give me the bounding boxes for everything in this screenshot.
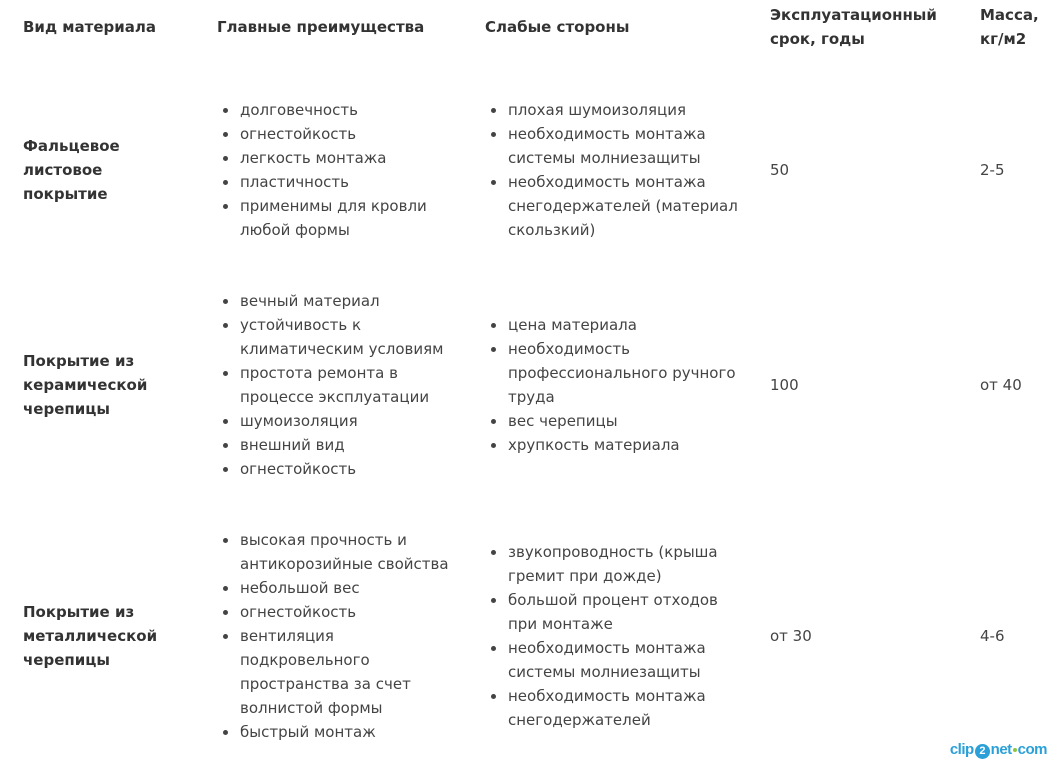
watermark-part: com bbox=[1017, 741, 1047, 758]
header-lifetime-line1: Эксплуатационный bbox=[770, 6, 937, 24]
list-item: вечный материал bbox=[217, 289, 457, 313]
header-mass bbox=[980, 3, 1039, 51]
row-2-mass: от 40 bbox=[980, 376, 1022, 394]
header-advantages: Главные преимущества bbox=[217, 18, 425, 36]
list-item: необходимость монтажа системы молниезащиты bbox=[485, 636, 723, 684]
watermark-part: net bbox=[990, 741, 1012, 758]
list-item: пластичность bbox=[217, 170, 457, 194]
list-item: огнестойкость bbox=[217, 457, 457, 481]
list-item: долговечность bbox=[217, 98, 457, 122]
header-mass-line2: кг/м2 bbox=[980, 30, 1027, 48]
header-material-type: Вид материала bbox=[23, 18, 157, 36]
row-title-line: Покрытие из bbox=[23, 603, 135, 621]
row-3-mass: 4-6 bbox=[980, 627, 1005, 645]
header-lifetime-line2: срок, годы bbox=[770, 30, 865, 48]
list-item: применимы для кровли любой формы bbox=[217, 194, 440, 242]
list-item: шумоизоляция bbox=[217, 409, 457, 433]
row-3-advantages-list bbox=[217, 528, 457, 744]
row-1-material-name bbox=[23, 134, 193, 206]
watermark-badge: 2 bbox=[975, 744, 990, 759]
list-item: цена материала bbox=[485, 313, 740, 337]
row-2-material-name bbox=[23, 349, 193, 421]
row-1-mass: 2-5 bbox=[980, 161, 1005, 179]
watermark-part: clip bbox=[949, 741, 974, 758]
header-mass-line1: Масса, bbox=[980, 6, 1039, 24]
list-item: огнестойкость bbox=[217, 600, 457, 624]
list-item: простота ремонта в процессе эксплуатации bbox=[217, 361, 440, 409]
list-item: звукопроводность (крыша гремит при дожде) bbox=[485, 540, 728, 588]
list-item: быстрый монтаж bbox=[217, 720, 457, 744]
row-1-lifetime: 50 bbox=[770, 161, 790, 179]
row-2-lifetime: 100 bbox=[770, 376, 799, 394]
row-title-line: керамической bbox=[23, 376, 148, 394]
row-title-line: листовое bbox=[23, 161, 103, 179]
row-3-material-name bbox=[23, 600, 193, 672]
row-title-line: черепицы bbox=[23, 400, 110, 418]
list-item: внешний вид bbox=[217, 433, 457, 457]
list-item: хрупкость материала bbox=[485, 433, 740, 457]
watermark-dot-icon bbox=[1013, 748, 1017, 752]
list-item: небольшой вес bbox=[217, 576, 457, 600]
list-item: необходимость монтажа снегодержателей (материал скользкий) bbox=[485, 170, 738, 242]
list-item: устойчивость к климатическим условиям bbox=[217, 313, 460, 361]
row-title-line: металлической bbox=[23, 627, 158, 645]
row-title-line: Фальцевое bbox=[23, 137, 120, 155]
row-2-weaknesses-list bbox=[485, 313, 740, 457]
row-1-weaknesses-list bbox=[485, 98, 740, 242]
header-weaknesses: Слабые стороны bbox=[485, 18, 630, 36]
list-item: необходимость монтажа системы молниезащиты bbox=[485, 122, 723, 170]
row-3-lifetime: от 30 bbox=[770, 627, 812, 645]
list-item: огнестойкость bbox=[217, 122, 457, 146]
row-title-line: покрытие bbox=[23, 185, 108, 203]
list-item: большой процент отходов при монтаже bbox=[485, 588, 733, 636]
row-3-weaknesses-list bbox=[485, 540, 740, 732]
list-item: необходимость профессионального ручного труда bbox=[485, 337, 758, 409]
list-item: вес черепицы bbox=[485, 409, 740, 433]
list-item: необходимость монтажа снегодержателей bbox=[485, 684, 723, 732]
list-item: высокая прочность и антикорозийные свойства bbox=[217, 528, 455, 576]
list-item: плохая шумоизоляция bbox=[485, 98, 740, 122]
row-2-advantages-list bbox=[217, 289, 457, 481]
list-item: легкость монтажа bbox=[217, 146, 457, 170]
clip2net-watermark-logo bbox=[950, 741, 1047, 759]
row-1-advantages-list bbox=[217, 98, 457, 242]
header-lifetime bbox=[770, 3, 937, 51]
row-title-line: черепицы bbox=[23, 651, 110, 669]
row-title-line: Покрытие из bbox=[23, 352, 135, 370]
list-item: вентиляция подкровельного пространства за счет волнистой формы bbox=[217, 624, 425, 720]
